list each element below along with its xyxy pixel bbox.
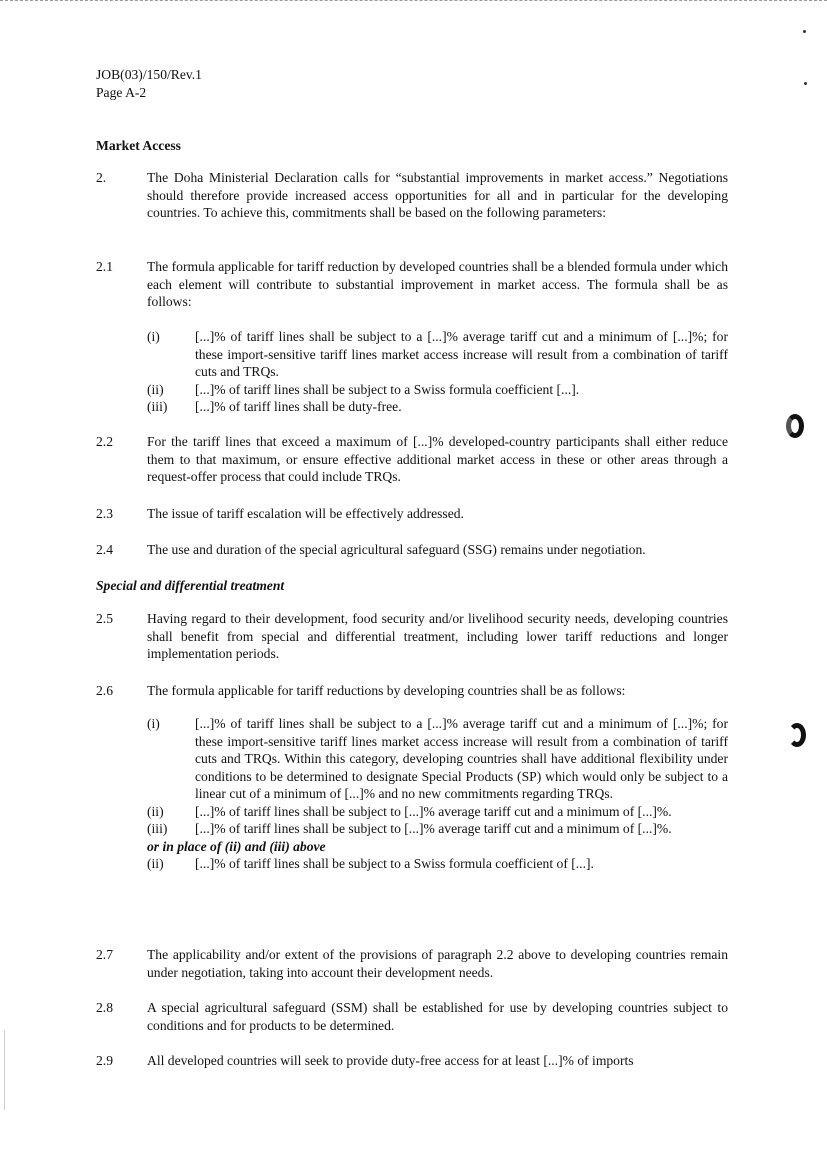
paragraph-number: 2.5: [96, 611, 113, 626]
item-number: (ii): [147, 856, 164, 871]
page-number: Page A-2: [96, 85, 147, 100]
paragraph-text: Having regard to their development, food security and/or livelihood security needs, developing countries shall benefit from special and differential treatment, including lower tariff reductions and longer implementation periods.: [147, 611, 728, 661]
list-item: [147, 855, 728, 873]
list-item: [147, 398, 728, 416]
paragraph-2-1: [96, 258, 728, 311]
item-text: [...]% of tariff lines shall be subject to a Swiss formula coefficient of [...].: [195, 856, 594, 871]
paragraph-text: All developed countries will seek to provide duty-free access for at least [...]% of imports: [147, 1053, 634, 1068]
scan-speck: [804, 82, 807, 85]
paragraph-number: 2.9: [96, 1053, 113, 1068]
item-number: (i): [147, 329, 160, 344]
scan-margin-line: [4, 1030, 5, 1110]
section-title-sdt: Special and differential treatment: [96, 578, 285, 593]
paragraph-2-8: [96, 999, 728, 1034]
paragraph-text: For the tariff lines that exceed a maximum of [...]% developed-country participants shall either reduce them to that maximum, or ensure effective additional market access in these or other areas through a request-offer process that could include TRQs.: [147, 434, 728, 484]
item-text: [...]% of tariff lines shall be subject to [...]% average tariff cut and a minimum of [...]%.: [195, 803, 672, 819]
alternative-heading: or in place of (ii) and (iii) above: [147, 838, 326, 854]
item-text: [...]% of tariff lines shall be subject to a [...]% average tariff cut and a minimum of [...]%; for these import-sensitive tariff lines market access increase will result from a combination of tariff cuts and TRQs.: [195, 329, 728, 379]
item-text: [...]% of tariff lines shall be duty-free.: [195, 399, 402, 414]
list-item: [147, 820, 728, 838]
list-item: [147, 381, 728, 399]
item-number: (i): [147, 716, 160, 731]
item-number: (iii): [147, 399, 168, 414]
paragraph-2: [96, 169, 728, 222]
item-text: [...]% of tariff lines shall be subject to a [...]% average tariff cut and a minimum of [...]%; for these import-sensitive tariff lines market access increase will result from a combination of tariff cuts and TRQs. Within this category, developing countries shall have additional flexibility under conditions to be determined to designate Special Products (SP) which would only be subject to a linear cut of a minimum of [...]% and no new commitments regarding TRQs.: [195, 716, 728, 801]
punch-hole-icon: [786, 414, 804, 438]
item-number: (ii): [147, 803, 164, 819]
paragraph-text: The applicability and/or extent of the provisions of paragraph 2.2 above to developing countries remain under negotiation, taking into account their development needs.: [147, 947, 728, 980]
paragraph-2-4: [96, 541, 728, 559]
paragraph-number: 2.2: [96, 434, 113, 449]
paragraph-number: 2.6: [96, 683, 113, 698]
list-item: [147, 803, 728, 821]
paragraph-2-6: [96, 682, 728, 700]
item-text: [...]% of tariff lines shall be subject to a Swiss formula coefficient [...].: [195, 381, 580, 397]
paragraph-text: The formula applicable for tariff reductions by developing countries shall be as follows:: [147, 683, 626, 698]
list-2-6: [147, 715, 728, 873]
paragraph-text: The issue of tariff escalation will be effectively addressed.: [147, 506, 464, 521]
paragraph-text: The use and duration of the special agricultural safeguard (SSG) remains under negotiation.: [147, 542, 646, 557]
scan-speck: [803, 30, 806, 33]
paragraph-2-9: [96, 1052, 728, 1070]
paragraph-text: The Doha Ministerial Declaration calls for “substantial improvements in market access.” Negotiations should therefore provide increased access opportunities for all and in particular for the developing countries. To achieve this, commitments shall be based on the following parameters:: [147, 170, 728, 220]
paragraph-2-5: [96, 610, 728, 663]
paragraph-text: A special agricultural safeguard (SSM) shall be established for use by developing countries subject to conditions and for products to be determined.: [147, 1000, 728, 1033]
paragraph-number: 2.3: [96, 506, 113, 521]
paragraph-2-2: [96, 433, 728, 486]
item-text: [...]% of tariff lines shall be subject to [...]% average tariff cut and a minimum of [...]%.: [195, 821, 672, 836]
paragraph-number: 2.8: [96, 1000, 113, 1015]
list-2-1: [147, 328, 728, 416]
scan-top-edge: [0, 0, 827, 2]
paragraph-number: 2.4: [96, 542, 113, 557]
section-title-market-access: Market Access: [96, 138, 181, 153]
paragraph-2-7: [96, 946, 728, 981]
paragraph-number: 2.: [96, 170, 107, 185]
item-number: (ii): [147, 381, 164, 397]
punch-hole-icon: [788, 723, 806, 747]
item-number: (iii): [147, 821, 168, 836]
paragraph-number: 2.1: [96, 259, 113, 274]
list-item: [147, 328, 728, 381]
paragraph-number: 2.7: [96, 947, 113, 962]
document-header: [96, 66, 202, 102]
document-symbol: JOB(03)/150/Rev.1: [96, 67, 202, 82]
paragraph-text: The formula applicable for tariff reduction by developed countries shall be a blended formula under which each element will contribute to substantial improvement in market access. The formula shall be as follows:: [147, 259, 728, 309]
list-item: [147, 715, 728, 803]
paragraph-2-3: [96, 505, 728, 523]
